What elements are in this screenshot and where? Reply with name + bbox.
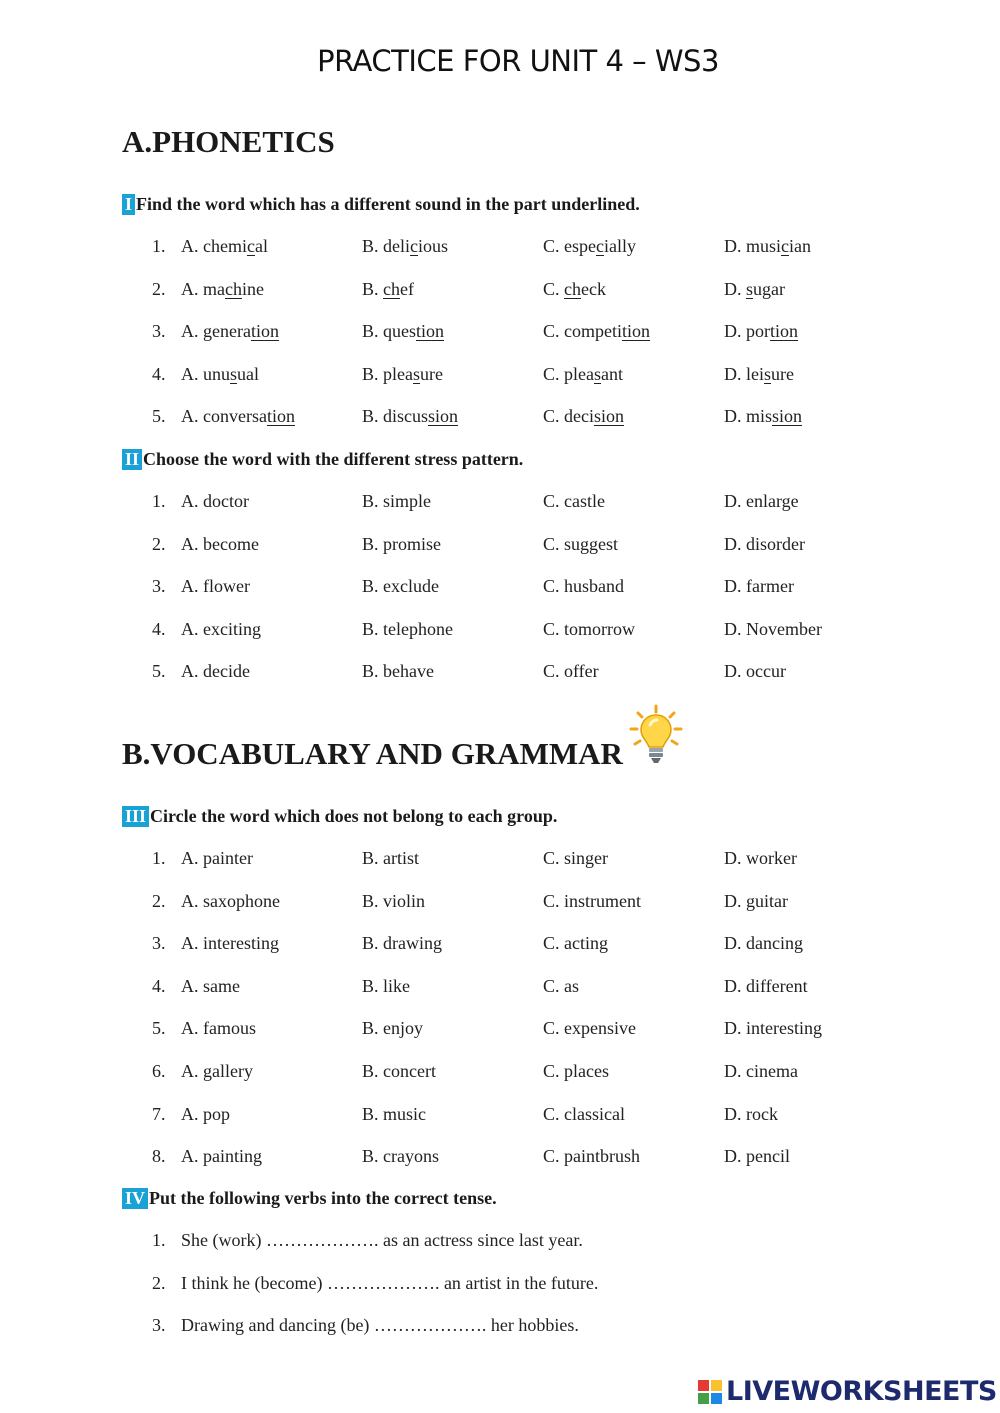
option-c[interactable]: C. tomorrow: [543, 618, 635, 639]
exercise-3-instruction: [122, 806, 557, 827]
underlined-part: tion: [770, 321, 799, 342]
underlined-part: sion: [772, 406, 803, 427]
option-a[interactable]: A. gallery: [181, 1061, 253, 1081]
question-number: 3.: [152, 576, 166, 597]
question-row: [152, 321, 912, 345]
option-d[interactable]: D. rock: [724, 1103, 778, 1124]
question-row: [152, 491, 912, 515]
option-a[interactable]: A. decide: [181, 661, 250, 682]
question-row: [152, 976, 912, 1000]
sentence-text[interactable]: Drawing and dancing (be) ………………. her hobbies.: [181, 1315, 579, 1335]
option-text: ef: [400, 278, 414, 299]
option-text: A. conversa: [181, 406, 267, 427]
option-text: D. mis: [724, 406, 773, 427]
question-number: 4.: [152, 363, 166, 384]
option-text: ious: [418, 236, 449, 256]
option-c[interactable]: C. as: [543, 975, 579, 996]
question-number: 4.: [152, 975, 166, 996]
option-d[interactable]: D. worker: [724, 848, 797, 868]
underlined-part: s: [764, 363, 772, 384]
question-row: [152, 406, 912, 430]
underlined-part: tion: [416, 321, 445, 342]
question-number: 7.: [152, 1103, 166, 1124]
question-row: [152, 933, 912, 957]
question-row: [152, 848, 912, 872]
option-b[interactable]: B. behave: [362, 661, 434, 682]
option-text: eck: [581, 278, 606, 299]
option-b[interactable]: [362, 279, 414, 300]
option-text: ian: [789, 236, 812, 256]
question-row: [152, 1273, 912, 1297]
option-d[interactable]: D. different: [724, 975, 808, 996]
question-row: [152, 1315, 912, 1339]
question-number: 4.: [152, 618, 166, 639]
question-row: [152, 1230, 912, 1254]
option-d[interactable]: D. guitar: [724, 890, 788, 911]
option-b[interactable]: B. crayons: [362, 1146, 439, 1167]
option-d[interactable]: [724, 406, 802, 427]
option-a[interactable]: A. saxophone: [181, 890, 280, 911]
option-b[interactable]: B. promise: [362, 533, 441, 554]
option-text: C.: [543, 278, 565, 299]
option-text: ual: [237, 363, 260, 384]
underlined-part: tion: [622, 321, 651, 342]
option-c[interactable]: [543, 364, 623, 385]
option-text: D. musi: [724, 236, 782, 256]
option-c[interactable]: C. expensive: [543, 1018, 636, 1039]
option-d[interactable]: D. interesting: [724, 1018, 822, 1039]
option-a[interactable]: [181, 279, 264, 300]
exercise-4-tag: IV: [122, 1188, 148, 1209]
option-d[interactable]: D. occur: [724, 661, 786, 682]
option-text: ure: [771, 363, 794, 384]
option-b[interactable]: B. concert: [362, 1061, 436, 1081]
question-row: [152, 1018, 912, 1042]
underlined-part: c: [410, 236, 418, 256]
question-number: 2.: [152, 890, 166, 911]
option-a[interactable]: [181, 364, 259, 385]
exercise-3-tag: III: [122, 806, 149, 827]
question-row: [152, 891, 912, 915]
option-d[interactable]: [724, 279, 785, 300]
underlined-part: ch: [225, 278, 242, 299]
underlined-part: c: [781, 236, 790, 256]
page-title: PRACTICE FOR UNIT 4 – WS3: [317, 44, 719, 78]
underlined-part: s: [230, 363, 238, 384]
option-c[interactable]: C. offer: [543, 661, 599, 682]
option-a[interactable]: [181, 406, 295, 427]
question-number: 8.: [152, 1146, 166, 1167]
option-b[interactable]: [362, 236, 448, 257]
option-text: D.: [724, 278, 746, 299]
question-row: [152, 1146, 912, 1170]
option-a[interactable]: A. flower: [181, 576, 250, 597]
exercise-1-instruction: [122, 194, 640, 215]
underlined-part: c: [596, 236, 604, 256]
option-text: C. plea: [543, 363, 594, 384]
option-d[interactable]: [724, 364, 794, 385]
option-d[interactable]: D. November: [724, 618, 822, 639]
option-c[interactable]: [543, 406, 624, 427]
underlined-part: sion: [594, 406, 625, 427]
option-c[interactable]: C. instrument: [543, 890, 641, 911]
option-c[interactable]: C. places: [543, 1061, 609, 1081]
option-text: B. plea: [362, 363, 413, 384]
question-number: 1.: [152, 236, 166, 256]
option-b[interactable]: [362, 321, 444, 342]
option-text: A. chemi: [181, 236, 247, 256]
option-text: A. unu: [181, 363, 230, 384]
question-number: 5.: [152, 1018, 166, 1039]
option-text: al: [254, 236, 268, 256]
option-c[interactable]: C. classical: [543, 1103, 625, 1124]
question-number: 2.: [152, 1272, 166, 1293]
question-number: 6.: [152, 1061, 166, 1081]
option-c[interactable]: [543, 321, 650, 342]
question-number: 5.: [152, 661, 166, 682]
underlined-part: s: [746, 278, 754, 299]
section-b-heading: B.VOCABULARY AND GRAMMAR: [122, 736, 623, 771]
question-row: [152, 236, 912, 260]
option-text: C. competi: [543, 321, 622, 342]
option-a[interactable]: A. same: [181, 975, 240, 996]
option-d[interactable]: D. enlarge: [724, 491, 799, 511]
option-c[interactable]: [543, 236, 636, 257]
underlined-part: sion: [428, 406, 459, 427]
option-text: A. ma: [181, 278, 225, 299]
exercise-4-instruction: [122, 1188, 497, 1209]
exercise-2-tag: II: [122, 449, 142, 470]
option-b[interactable]: B. like: [362, 975, 410, 996]
underlined-part: s: [413, 363, 421, 384]
option-d[interactable]: [724, 236, 811, 257]
option-d[interactable]: D. farmer: [724, 576, 794, 597]
question-row: [152, 279, 912, 303]
liveworksheets-logo: [698, 1375, 998, 1409]
option-c[interactable]: C. castle: [543, 491, 605, 511]
option-text: B. deli: [362, 236, 410, 256]
question-number: 3.: [152, 1315, 166, 1335]
exercise-2-instruction: [122, 449, 523, 470]
option-text: D. lei: [724, 363, 764, 384]
option-text: ine: [242, 278, 264, 299]
option-b[interactable]: B. drawing: [362, 933, 442, 954]
option-d[interactable]: D. dancing: [724, 933, 803, 954]
question-number: 2.: [152, 278, 166, 299]
question-number: 1.: [152, 491, 166, 511]
option-a[interactable]: A. painting: [181, 1146, 262, 1167]
option-b[interactable]: B. music: [362, 1103, 427, 1124]
option-text: ugar: [753, 278, 785, 299]
option-a[interactable]: A. become: [181, 533, 259, 554]
underlined-part: tion: [250, 321, 279, 342]
option-b[interactable]: B. exclude: [362, 576, 439, 597]
question-number: 2.: [152, 533, 166, 554]
sentence-text[interactable]: I think he (become) ………………. an artist in the future.: [181, 1272, 599, 1293]
option-a[interactable]: A. pop: [181, 1103, 230, 1124]
question-number: 5.: [152, 406, 166, 427]
question-number: 3.: [152, 933, 166, 954]
option-c[interactable]: C. acting: [543, 933, 608, 954]
option-a[interactable]: [181, 321, 279, 342]
exercise-1-text: Find the word which has a different sound in the part underlined.: [136, 194, 640, 214]
option-c[interactable]: [543, 279, 606, 300]
option-a[interactable]: A. doctor: [181, 491, 249, 511]
option-a[interactable]: A. interesting: [181, 933, 279, 954]
exercise-4-text: Put the following verbs into the correct tense.: [149, 1188, 497, 1208]
option-b[interactable]: B. enjoy: [362, 1018, 423, 1039]
option-text: ant: [601, 363, 624, 384]
option-text: ially: [604, 236, 636, 256]
option-text: B. ques: [362, 321, 416, 342]
option-c[interactable]: C. husband: [543, 576, 624, 597]
logo-grid-icon: [698, 1380, 722, 1404]
exercise-3-text: Circle the word which does not belong to each group.: [150, 806, 558, 826]
section-a-heading: A.PHONETICS: [122, 124, 335, 159]
option-text: B.: [362, 278, 384, 299]
option-text: C. espe: [543, 236, 596, 256]
sentence-text[interactable]: She (work) ………………. as an actress since last year.: [181, 1230, 583, 1250]
underlined-part: c: [246, 236, 255, 256]
lightbulb-icon: [628, 704, 684, 766]
option-text: C. deci: [543, 406, 594, 427]
option-c[interactable]: C. suggest: [543, 533, 619, 554]
option-b[interactable]: B. telephone: [362, 618, 453, 639]
option-d[interactable]: [724, 321, 798, 342]
underlined-part: ch: [383, 278, 401, 299]
option-text: B. discus: [362, 406, 429, 427]
question-number: 3.: [152, 321, 166, 342]
option-a[interactable]: A. exciting: [181, 618, 261, 639]
option-c[interactable]: C. singer: [543, 848, 608, 868]
option-b[interactable]: [362, 364, 443, 385]
underlined-part: s: [594, 363, 602, 384]
exercise-1-tag: I: [122, 194, 135, 215]
logo-text: LIVEWORKSHEETS: [726, 1376, 997, 1407]
option-b[interactable]: B. violin: [362, 890, 426, 911]
option-d[interactable]: D. disorder: [724, 533, 805, 554]
question-row: [152, 534, 912, 558]
question-row: [152, 364, 912, 388]
question-row: [152, 619, 912, 643]
option-text: ure: [420, 363, 443, 384]
option-text: D. por: [724, 321, 770, 342]
option-a[interactable]: A. famous: [181, 1018, 256, 1039]
exercise-2-text: Choose the word with the different stress pattern.: [143, 449, 524, 469]
option-a[interactable]: A. painter: [181, 848, 253, 868]
option-d[interactable]: D. cinema: [724, 1061, 798, 1081]
question-row: [152, 1061, 912, 1085]
option-b[interactable]: B. artist: [362, 848, 419, 868]
underlined-part: ch: [564, 278, 582, 299]
question-row: [152, 661, 912, 685]
question-number: 1.: [152, 1230, 166, 1250]
option-a[interactable]: [181, 236, 268, 257]
option-b[interactable]: B. simple: [362, 491, 432, 511]
option-text: A. genera: [181, 321, 251, 342]
option-b[interactable]: [362, 406, 458, 427]
question-row: [152, 576, 912, 600]
option-d[interactable]: D. pencil: [724, 1146, 790, 1167]
question-row: [152, 1104, 912, 1128]
question-number: 1.: [152, 848, 166, 868]
option-c[interactable]: C. paintbrush: [543, 1146, 640, 1167]
underlined-part: tion: [266, 406, 295, 427]
